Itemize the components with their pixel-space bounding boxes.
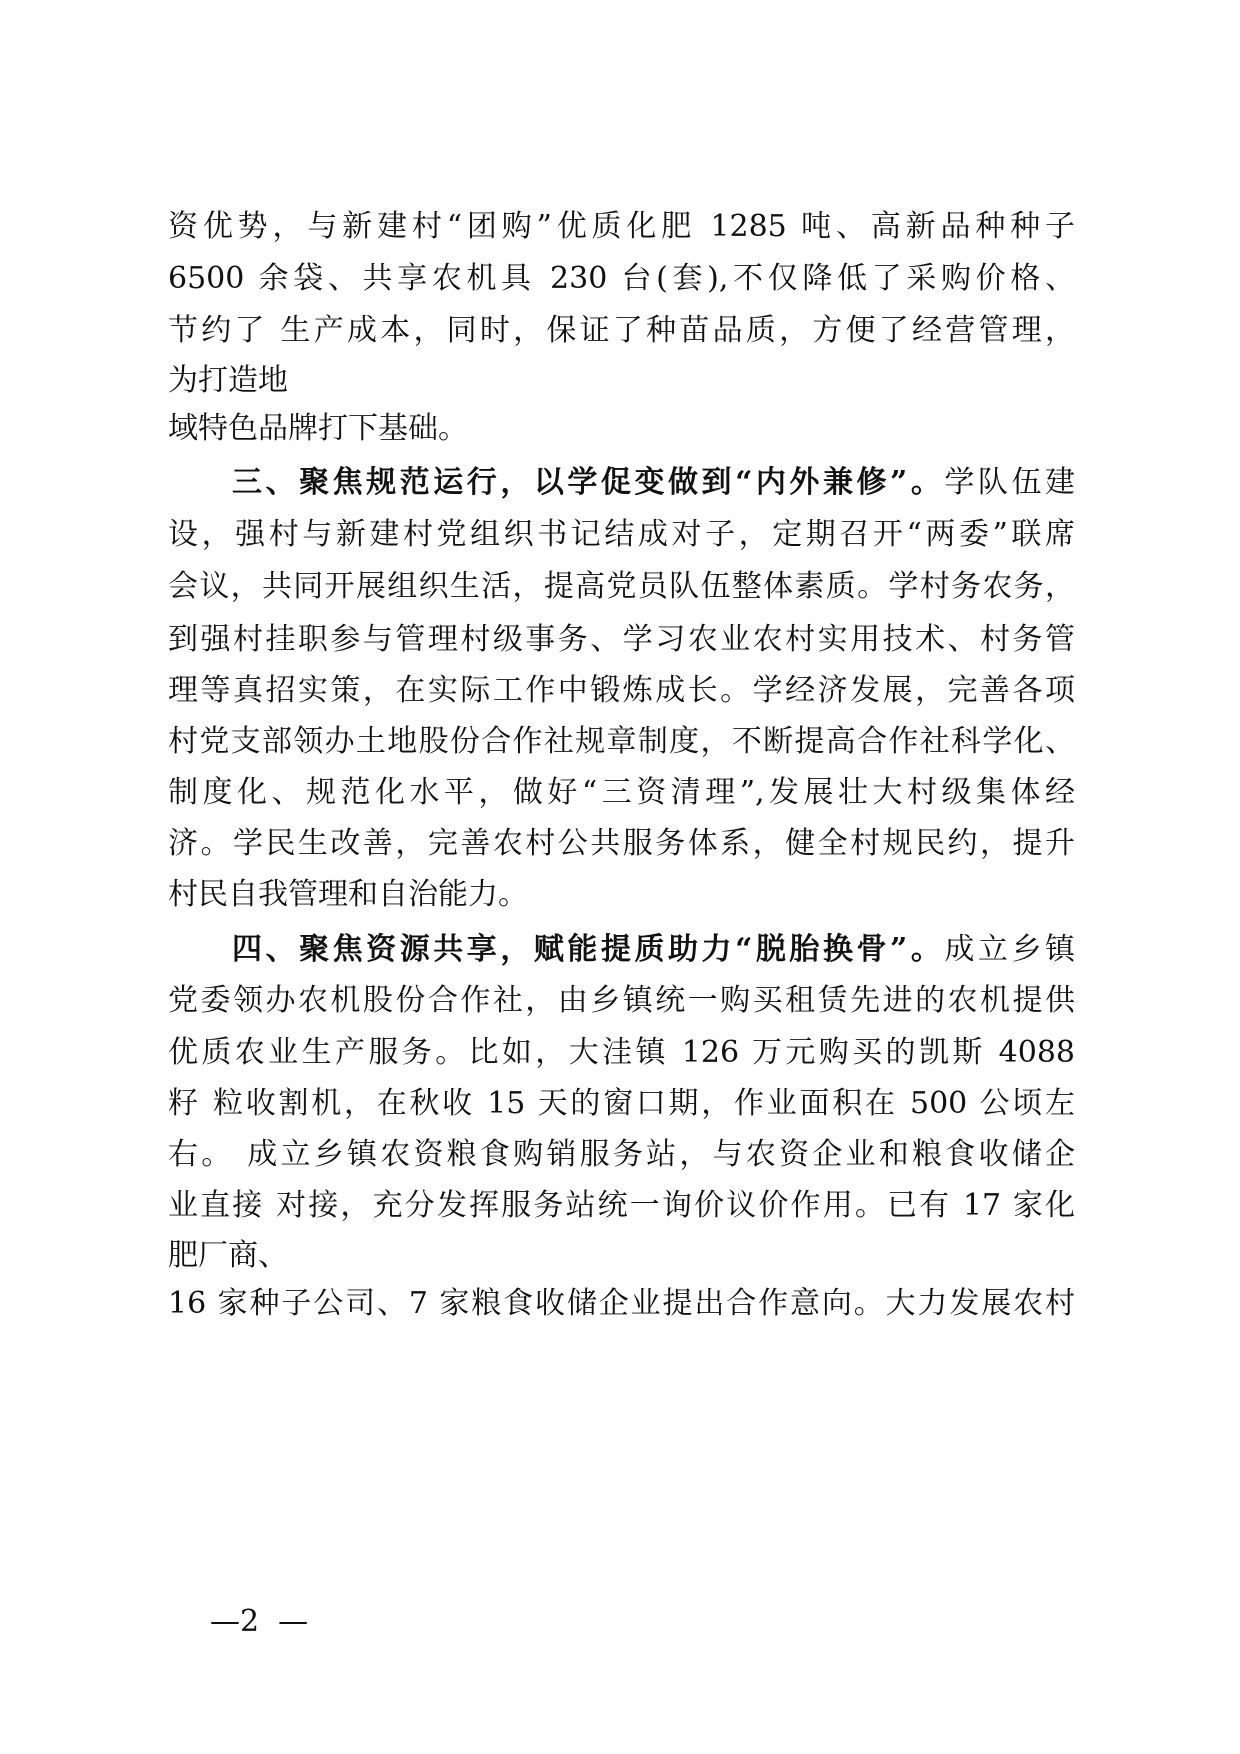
page-number: —2 — <box>210 1604 309 1639</box>
section-3-first-line <box>232 463 1075 503</box>
text-line: 6500 余袋、共享农机具 230 台(套),不仅降低了采购价格、 <box>168 261 1075 296</box>
text-line: 党委领办农机股份合作社，由乡镇统一购买租赁先进的农机提供 <box>168 983 1075 1018</box>
section-4-heading: 四、聚焦资源共享，赋能提质助力“脱胎换骨”。 <box>232 932 945 967</box>
text-line: 村民自我管理和自治能力。 <box>168 877 528 912</box>
text-line: 域特色品牌打下基础。 <box>168 411 468 446</box>
text-line: 节约了 生产成本，同时，保证了种苗品质，方便了经营管理， <box>168 313 1075 348</box>
text-line: 到强村挂职参与管理村级事务、学习农业农村实用技术、村务管 <box>168 622 1075 657</box>
text-line: 为打造地 <box>168 363 288 398</box>
text-line: 理等真招实策，在实际工作中锻炼成长。学经济发展，完善各项 <box>168 673 1075 708</box>
text-line: 籽 粒收割机，在秋收 15 天的窗口期，作业面积在 500 公顷左 <box>168 1086 1075 1121</box>
text-span: 学队伍建 <box>944 465 1076 500</box>
text-line: 优质农业生产服务。比如，大洼镇 126 万元购买的凯斯 4088 <box>168 1035 1075 1070</box>
text-line: 制度化、规范化水平，做好“三资清理”,发展壮大村级集体经 <box>168 775 1075 810</box>
text-line: 济。学民生改善，完善农村公共服务体系，健全村规民约，提升 <box>168 826 1075 861</box>
text-line: 右。 成立乡镇农资粮食购销服务站，与农资企业和粮食收储企 <box>168 1137 1075 1172</box>
text-line: 业直接 对接，充分发挥服务站统一询价议价作用。已有 17 家化 <box>168 1188 1075 1223</box>
section-4-first-line <box>232 930 1075 970</box>
section-3-heading: 三、聚焦规范运行，以学促变做到“内外兼修”。 <box>232 465 945 500</box>
text-line: 设，强村与新建村党组织书记结成对子，定期召开“两委”联席 <box>168 517 1075 552</box>
text-line: 村党支部领办土地股份合作社规章制度，不断提高合作社科学化、 <box>168 724 1075 759</box>
text-line: 16 家种子公司、7 家粮食收储企业提出合作意向。大力发展农村 <box>168 1286 1075 1321</box>
text-line: 肥厂商、 <box>168 1238 288 1273</box>
text-line: 资优势，与新建村“团购”优质化肥 1285 吨、高新品种种子 <box>168 209 1075 244</box>
text-span: 成立乡镇 <box>944 932 1076 967</box>
text-line: 会议，共同开展组织生活，提高党员队伍整体素质。学村务农务， <box>168 569 1075 604</box>
